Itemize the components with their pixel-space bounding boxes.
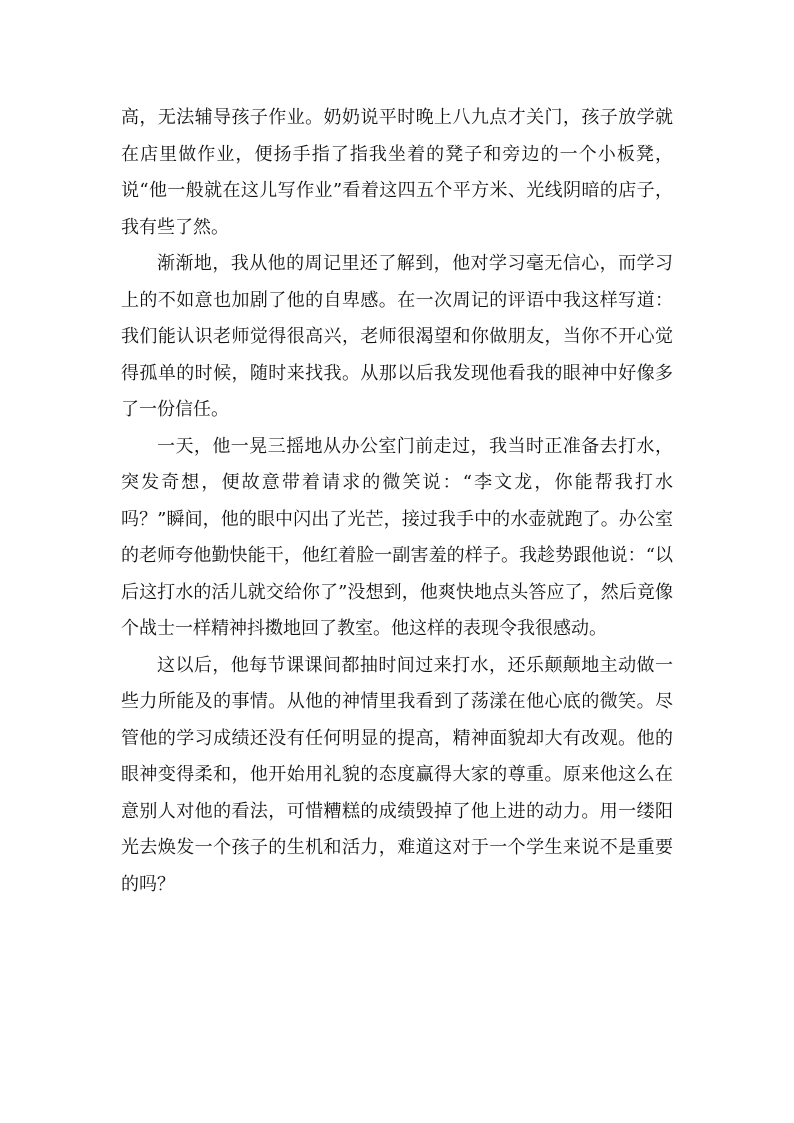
paragraph: 这以后，他每节课课间都抽时间过来打水，还乐颠颠地主动做一些力所能及的事情。从他的神情里我看到了荡漾在他心底的微笑。尽管他的学习成绩还没有任何明显的提高，精神面貌却大有改观。他的眼神变得柔和，他开始用礼貌的态度赢得大家的尊重。原来他这么在意别人对他的看法，可惜糟糕的成绩毁掉了他上进的动力。用一缕阳光去焕发一个孩子的生机和活力，难道这对于一个学生来说不是重要的吗？ bbox=[121, 654, 673, 895]
paragraph-continued: 高，无法辅导孩子作业。奶奶说平时晚上八九点才关门，孩子放学就在店里做作业，便扬手指了指我坐着的凳子和旁边的一个小板凳，说“他一般就在这儿写作业”看着这四五个平方米、光线阴暗的店子，我有些了然。 bbox=[121, 107, 673, 238]
paragraph: 渐渐地，我从他的周记里还了解到，他对学习毫无信心，而学习上的不如意也加剧了他的自卑感。在一次周记的评语中我这样写道：我们能认识老师觉得很高兴，老师很渴望和你做朋友，当你不开心觉得孤单的时候，随时来找我。从那以后我发现他看我的眼神中好像多了一份信任。 bbox=[121, 253, 673, 420]
paragraph: 一天，他一晃三摇地从办公室门前走过，我当时正准备去打水，突发奇想，便故意带着请求的微笑说：“李文龙，你能帮我打水吗？”瞬间，他的眼中闪出了光芒，接过我手中的水壶就跑了。办公室的老师夸他勤快能干，他红着脸一副害羞的样子。我趁势跟他说：“以后这打水的活儿就交给你了”没想到，他爽快地点头答应了，然后竟像个战士一样精神抖擞地回了教室。他这样的表现令我很感动。 bbox=[121, 435, 673, 639]
document-body bbox=[121, 100, 673, 903]
